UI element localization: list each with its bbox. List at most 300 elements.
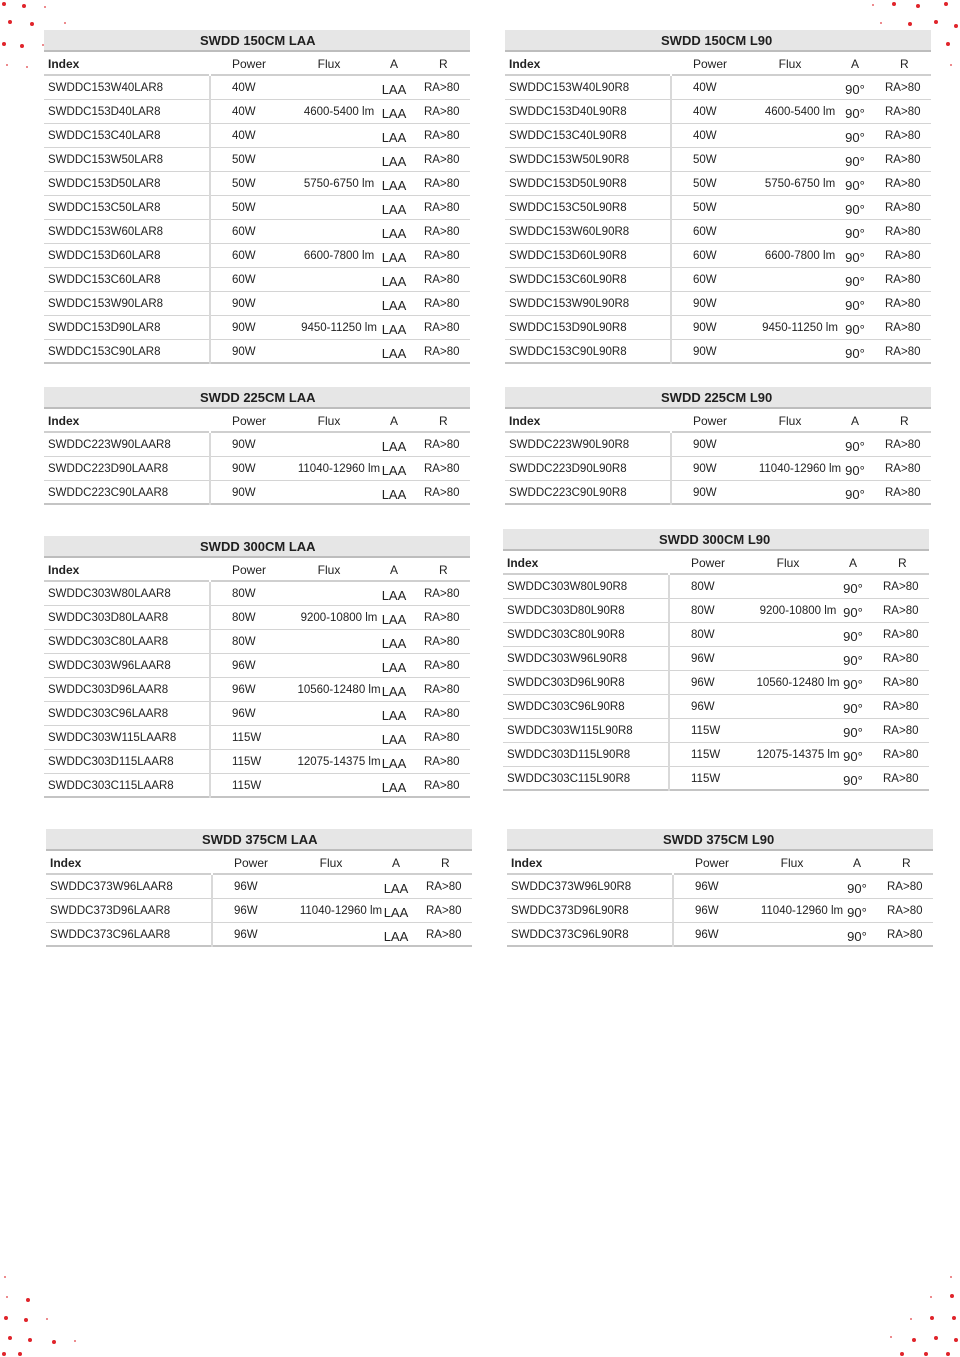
table-title: SWDD 300CM L90 xyxy=(503,529,929,551)
cell-index: SWDDC153W60LAR8 xyxy=(44,220,211,244)
cell-ra: RA>80 xyxy=(426,929,462,941)
cell-power: 60W xyxy=(232,226,256,238)
table-row xyxy=(44,750,470,774)
cell-angle: LAA xyxy=(381,250,407,265)
table-row xyxy=(503,647,929,671)
cell-power: 40W xyxy=(232,106,256,118)
cell-ra: RA>80 xyxy=(885,346,921,358)
cell-ra: RA>80 xyxy=(883,749,919,761)
header-r: R xyxy=(900,57,909,71)
cell-index: SWDDC153C90L90R8 xyxy=(505,340,672,364)
cell-index: SWDDC303C115L90R8 xyxy=(503,767,670,791)
cell-power: 115W xyxy=(691,725,721,737)
cell-index: SWDDC303C80L90R8 xyxy=(503,623,670,647)
cell-power: 90W xyxy=(232,487,256,499)
cell-index: SWDDC303D96LAAR8 xyxy=(44,678,211,702)
table-header-row xyxy=(505,52,931,76)
cell-flux: 5750-6750 lm xyxy=(303,178,375,190)
cell-angle: 90° xyxy=(843,629,863,644)
cell-index: SWDDC153W40LAR8 xyxy=(44,76,211,100)
cell-ra: RA>80 xyxy=(885,463,921,475)
cell-index: SWDDC153D90L90R8 xyxy=(505,316,672,340)
cell-ra: RA>80 xyxy=(424,612,460,624)
table-row xyxy=(44,124,470,148)
cell-ra: RA>80 xyxy=(424,106,460,118)
cell-angle: LAA xyxy=(381,298,407,313)
table-row xyxy=(44,76,470,100)
table-row xyxy=(507,875,933,899)
cell-angle: LAA xyxy=(381,684,407,699)
cell-index: SWDDC153D40LAR8 xyxy=(44,100,211,124)
header-power: Power xyxy=(232,414,267,428)
cell-flux: 11040-12960 lm xyxy=(297,463,381,475)
cell-ra: RA>80 xyxy=(424,588,460,600)
cell-power: 115W xyxy=(232,732,262,744)
cell-flux: 6600-7800 lm xyxy=(764,250,836,262)
cell-ra: RA>80 xyxy=(424,463,460,475)
corner-dots-bottom-right xyxy=(860,1270,960,1357)
header-r: R xyxy=(441,856,450,870)
cell-power: 80W xyxy=(691,581,715,593)
cell-index: SWDDC153D90LAR8 xyxy=(44,316,211,340)
cell-index: SWDDC153W50L90R8 xyxy=(505,148,672,172)
cell-angle: 90° xyxy=(845,346,865,361)
table-row xyxy=(44,220,470,244)
cell-angle: LAA xyxy=(381,322,407,337)
table-row xyxy=(44,654,470,678)
cell-index: SWDDC373W96L90R8 xyxy=(507,875,674,899)
header-index: Index xyxy=(503,551,670,575)
cell-index: SWDDC373D96L90R8 xyxy=(507,899,674,923)
cell-flux: 9450-11250 lm xyxy=(762,322,838,334)
table-row xyxy=(505,148,931,172)
cell-ra: RA>80 xyxy=(885,130,921,142)
table-row xyxy=(505,340,931,364)
header-power: Power xyxy=(232,563,267,577)
cell-index: SWDDC223W90L90R8 xyxy=(505,433,672,457)
cell-power: 80W xyxy=(232,588,256,600)
cell-power: 90W xyxy=(693,463,717,475)
table-row xyxy=(44,100,470,124)
cell-angle: 90° xyxy=(845,178,865,193)
cell-ra: RA>80 xyxy=(424,154,460,166)
cell-ra: RA>80 xyxy=(885,226,921,238)
cell-power: 50W xyxy=(693,202,717,214)
cell-index: SWDDC303D115LAAR8 xyxy=(44,750,211,774)
cell-angle: LAA xyxy=(381,226,407,241)
cell-ra: RA>80 xyxy=(885,250,921,262)
header-a: A xyxy=(848,556,857,570)
cell-power: 90W xyxy=(693,439,717,451)
cell-angle: 90° xyxy=(847,905,867,920)
table-row xyxy=(505,124,931,148)
header-a: A xyxy=(389,414,398,428)
cell-ra: RA>80 xyxy=(424,732,460,744)
table-row xyxy=(505,457,931,481)
header-index: Index xyxy=(505,409,672,433)
cell-index: SWDDC153C60L90R8 xyxy=(505,268,672,292)
cell-ra: RA>80 xyxy=(885,439,921,451)
header-power: Power xyxy=(234,856,269,870)
cell-power: 50W xyxy=(232,202,256,214)
table-header-row xyxy=(505,409,931,433)
cell-index: SWDDC303W80LAAR8 xyxy=(44,582,211,606)
cell-index: SWDDC303C115LAAR8 xyxy=(44,774,211,798)
cell-angle: 90° xyxy=(847,929,867,944)
header-r: R xyxy=(439,414,448,428)
cell-ra: RA>80 xyxy=(883,725,919,737)
table-title: SWDD 225CM LAA xyxy=(44,387,470,409)
cell-index: SWDDC303D96L90R8 xyxy=(503,671,670,695)
cell-ra: RA>80 xyxy=(424,636,460,648)
cell-index: SWDDC153W90L90R8 xyxy=(505,292,672,316)
cell-ra: RA>80 xyxy=(424,250,460,262)
cell-index: SWDDC303C96LAAR8 xyxy=(44,702,211,726)
cell-flux: 11040-12960 lm xyxy=(299,905,383,917)
table-row xyxy=(503,671,929,695)
spec-table-300cm-laa xyxy=(44,536,470,798)
cell-index: SWDDC303C96L90R8 xyxy=(503,695,670,719)
cell-angle: 90° xyxy=(845,439,865,454)
cell-ra: RA>80 xyxy=(424,202,460,214)
table-header-row xyxy=(44,409,470,433)
cell-index: SWDDC373D96LAAR8 xyxy=(46,899,213,923)
cell-flux: 4600-5400 lm xyxy=(764,106,836,118)
cell-index: SWDDC153W60L90R8 xyxy=(505,220,672,244)
cell-power: 115W xyxy=(232,780,262,792)
cell-angle: LAA xyxy=(381,202,407,217)
table-row xyxy=(507,899,933,923)
cell-ra: RA>80 xyxy=(883,629,919,641)
cell-power: 80W xyxy=(232,636,256,648)
cell-power: 90W xyxy=(232,346,256,358)
spec-table-225cm-laa xyxy=(44,387,470,505)
cell-ra: RA>80 xyxy=(424,322,460,334)
table-row xyxy=(505,292,931,316)
cell-angle: LAA xyxy=(381,756,407,771)
header-flux: Flux xyxy=(319,856,343,870)
header-power: Power xyxy=(693,57,728,71)
table-row xyxy=(44,481,470,505)
cell-angle: 90° xyxy=(845,322,865,337)
cell-power: 60W xyxy=(232,250,256,262)
cell-index: SWDDC303W96L90R8 xyxy=(503,647,670,671)
cell-index: SWDDC303D80LAAR8 xyxy=(44,606,211,630)
header-r: R xyxy=(439,563,448,577)
table-row xyxy=(44,292,470,316)
cell-ra: RA>80 xyxy=(883,605,919,617)
cell-index: SWDDC223D90L90R8 xyxy=(505,457,672,481)
cell-flux: 9200-10800 lm xyxy=(300,612,378,624)
corner-dots-bottom-left xyxy=(0,1270,100,1357)
cell-ra: RA>80 xyxy=(885,154,921,166)
spec-table-150cm-laa xyxy=(44,30,470,364)
cell-flux: 9200-10800 lm xyxy=(759,605,837,617)
cell-index: SWDDC373C96LAAR8 xyxy=(46,923,213,947)
cell-ra: RA>80 xyxy=(424,226,460,238)
table-row xyxy=(44,148,470,172)
cell-ra: RA>80 xyxy=(885,178,921,190)
table-row xyxy=(505,76,931,100)
spec-table-150cm-l90 xyxy=(505,30,931,364)
cell-index: SWDDC223D90LAAR8 xyxy=(44,457,211,481)
cell-angle: LAA xyxy=(381,346,407,361)
cell-angle: 90° xyxy=(843,653,863,668)
header-a: A xyxy=(852,856,861,870)
header-a: A xyxy=(389,563,398,577)
cell-angle: 90° xyxy=(843,725,863,740)
cell-ra: RA>80 xyxy=(883,653,919,665)
cell-index: SWDDC303W115LAAR8 xyxy=(44,726,211,750)
cell-power: 80W xyxy=(691,605,715,617)
cell-flux: 9450-11250 lm xyxy=(301,322,377,334)
table-row xyxy=(503,575,929,599)
table-row xyxy=(505,220,931,244)
cell-index: SWDDC223W90LAAR8 xyxy=(44,433,211,457)
cell-angle: 90° xyxy=(843,773,863,788)
cell-index: SWDDC153D60LAR8 xyxy=(44,244,211,268)
cell-angle: 90° xyxy=(847,881,867,896)
header-power: Power xyxy=(232,57,267,71)
table-row xyxy=(505,481,931,505)
cell-ra: RA>80 xyxy=(426,881,462,893)
header-flux: Flux xyxy=(778,57,802,71)
table-row xyxy=(505,100,931,124)
cell-power: 96W xyxy=(234,905,258,917)
table-row xyxy=(507,923,933,947)
cell-ra: RA>80 xyxy=(424,274,460,286)
cell-angle: 90° xyxy=(843,605,863,620)
table-row xyxy=(505,433,931,457)
cell-index: SWDDC373C96L90R8 xyxy=(507,923,674,947)
spec-table-225cm-l90 xyxy=(505,387,931,505)
cell-power: 96W xyxy=(691,677,715,689)
cell-angle: LAA xyxy=(381,178,407,193)
cell-index: SWDDC373W96LAAR8 xyxy=(46,875,213,899)
cell-ra: RA>80 xyxy=(885,82,921,94)
cell-ra: RA>80 xyxy=(424,346,460,358)
cell-index: SWDDC153C60LAR8 xyxy=(44,268,211,292)
cell-angle: 90° xyxy=(843,677,863,692)
cell-power: 115W xyxy=(232,756,262,768)
cell-power: 50W xyxy=(693,154,717,166)
header-r: R xyxy=(439,57,448,71)
cell-angle: 90° xyxy=(845,106,865,121)
cell-index: SWDDC223C90L90R8 xyxy=(505,481,672,505)
cell-power: 80W xyxy=(232,612,256,624)
cell-ra: RA>80 xyxy=(887,929,923,941)
cell-angle: LAA xyxy=(381,487,407,502)
table-row xyxy=(46,875,472,899)
cell-index: SWDDC153C50L90R8 xyxy=(505,196,672,220)
table-title: SWDD 375CM LAA xyxy=(46,829,472,851)
header-flux: Flux xyxy=(317,57,341,71)
table-row xyxy=(44,268,470,292)
cell-angle: 90° xyxy=(845,250,865,265)
table-row xyxy=(44,702,470,726)
table-title: SWDD 375CM L90 xyxy=(507,829,933,851)
cell-power: 90W xyxy=(232,463,256,475)
table-row xyxy=(503,767,929,791)
cell-index: SWDDC303D115L90R8 xyxy=(503,743,670,767)
cell-ra: RA>80 xyxy=(424,660,460,672)
cell-flux: 12075-14375 lm xyxy=(297,756,381,768)
cell-angle: 90° xyxy=(845,154,865,169)
cell-power: 115W xyxy=(691,749,721,761)
cell-ra: RA>80 xyxy=(424,82,460,94)
cell-index: SWDDC303C80LAAR8 xyxy=(44,630,211,654)
table-row xyxy=(505,316,931,340)
cell-index: SWDDC303D80L90R8 xyxy=(503,599,670,623)
cell-power: 96W xyxy=(695,881,719,893)
table-row xyxy=(503,623,929,647)
cell-power: 90W xyxy=(232,298,256,310)
table-header-row xyxy=(503,551,929,575)
cell-power: 60W xyxy=(232,274,256,286)
cell-power: 40W xyxy=(693,130,717,142)
header-index: Index xyxy=(507,851,674,875)
cell-ra: RA>80 xyxy=(424,130,460,142)
cell-ra: RA>80 xyxy=(885,298,921,310)
table-title: SWDD 225CM L90 xyxy=(505,387,931,409)
cell-angle: 90° xyxy=(843,749,863,764)
cell-power: 96W xyxy=(691,653,715,665)
cell-angle: 90° xyxy=(845,202,865,217)
table-row xyxy=(46,923,472,947)
table-title: SWDD 300CM LAA xyxy=(44,536,470,558)
table-row xyxy=(505,244,931,268)
cell-ra: RA>80 xyxy=(883,701,919,713)
cell-power: 40W xyxy=(232,130,256,142)
cell-index: SWDDC153C90LAR8 xyxy=(44,340,211,364)
table-row xyxy=(44,606,470,630)
cell-angle: 90° xyxy=(845,274,865,289)
cell-power: 96W xyxy=(234,881,258,893)
header-index: Index xyxy=(46,851,213,875)
table-row xyxy=(503,743,929,767)
table-row xyxy=(44,774,470,798)
cell-ra: RA>80 xyxy=(424,178,460,190)
cell-index: SWDDC153D40L90R8 xyxy=(505,100,672,124)
cell-angle: 90° xyxy=(845,463,865,478)
cell-ra: RA>80 xyxy=(885,106,921,118)
header-index: Index xyxy=(44,558,211,582)
cell-angle: 90° xyxy=(843,581,863,596)
header-power: Power xyxy=(691,556,726,570)
cell-power: 40W xyxy=(693,106,717,118)
cell-angle: LAA xyxy=(383,905,409,920)
cell-index: SWDDC153D50L90R8 xyxy=(505,172,672,196)
cell-ra: RA>80 xyxy=(883,581,919,593)
spec-table-375cm-l90 xyxy=(507,829,933,947)
cell-power: 50W xyxy=(693,178,717,190)
cell-angle: 90° xyxy=(845,226,865,241)
header-power: Power xyxy=(693,414,728,428)
cell-power: 50W xyxy=(232,178,256,190)
cell-ra: RA>80 xyxy=(885,274,921,286)
cell-angle: LAA xyxy=(381,130,407,145)
cell-index: SWDDC153W40L90R8 xyxy=(505,76,672,100)
cell-power: 96W xyxy=(232,660,256,672)
cell-power: 96W xyxy=(232,684,256,696)
table-header-row xyxy=(44,558,470,582)
cell-angle: LAA xyxy=(381,588,407,603)
cell-index: SWDDC153C40L90R8 xyxy=(505,124,672,148)
header-r: R xyxy=(900,414,909,428)
cell-angle: LAA xyxy=(381,439,407,454)
cell-ra: RA>80 xyxy=(424,487,460,499)
cell-ra: RA>80 xyxy=(424,780,460,792)
cell-power: 60W xyxy=(693,250,717,262)
cell-angle: LAA xyxy=(381,636,407,651)
spec-table-375cm-laa xyxy=(46,829,472,947)
header-r: R xyxy=(898,556,907,570)
table-row xyxy=(505,268,931,292)
table-row xyxy=(503,695,929,719)
cell-angle: LAA xyxy=(383,881,409,896)
cell-ra: RA>80 xyxy=(426,905,462,917)
table-row xyxy=(44,244,470,268)
cell-power: 96W xyxy=(695,905,719,917)
cell-angle: LAA xyxy=(381,154,407,169)
cell-angle: LAA xyxy=(381,732,407,747)
cell-ra: RA>80 xyxy=(885,487,921,499)
header-flux: Flux xyxy=(317,563,341,577)
table-row xyxy=(505,196,931,220)
cell-ra: RA>80 xyxy=(424,708,460,720)
cell-power: 80W xyxy=(691,629,715,641)
cell-flux: 10560-12480 lm xyxy=(297,684,381,696)
header-flux: Flux xyxy=(317,414,341,428)
cell-power: 40W xyxy=(693,82,717,94)
cell-index: SWDDC223C90LAAR8 xyxy=(44,481,211,505)
cell-flux: 11040-12960 lm xyxy=(760,905,844,917)
cell-ra: RA>80 xyxy=(424,756,460,768)
cell-power: 60W xyxy=(693,274,717,286)
cell-index: SWDDC303W115L90R8 xyxy=(503,719,670,743)
cell-index: SWDDC153C50LAR8 xyxy=(44,196,211,220)
cell-index: SWDDC153W90LAR8 xyxy=(44,292,211,316)
cell-ra: RA>80 xyxy=(883,677,919,689)
table-row xyxy=(44,316,470,340)
cell-angle: LAA xyxy=(381,82,407,97)
cell-power: 96W xyxy=(691,701,715,713)
header-index: Index xyxy=(44,409,211,433)
cell-power: 90W xyxy=(693,346,717,358)
cell-power: 96W xyxy=(234,929,258,941)
header-flux: Flux xyxy=(780,856,804,870)
header-a: A xyxy=(850,414,859,428)
table-title: SWDD 150CM LAA xyxy=(44,30,470,52)
cell-angle: LAA xyxy=(381,660,407,675)
cell-ra: RA>80 xyxy=(883,773,919,785)
header-a: A xyxy=(850,57,859,71)
cell-angle: LAA xyxy=(383,929,409,944)
header-index: Index xyxy=(44,52,211,76)
table-header-row xyxy=(507,851,933,875)
cell-angle: LAA xyxy=(381,780,407,795)
cell-ra: RA>80 xyxy=(887,881,923,893)
cell-power: 90W xyxy=(232,322,256,334)
cell-power: 40W xyxy=(232,82,256,94)
cell-angle: 90° xyxy=(845,487,865,502)
cell-index: SWDDC303W96LAAR8 xyxy=(44,654,211,678)
cell-power: 115W xyxy=(691,773,721,785)
cell-flux: 6600-7800 lm xyxy=(303,250,375,262)
cell-angle: LAA xyxy=(381,612,407,627)
cell-angle: 90° xyxy=(843,701,863,716)
cell-index: SWDDC153D60L90R8 xyxy=(505,244,672,268)
